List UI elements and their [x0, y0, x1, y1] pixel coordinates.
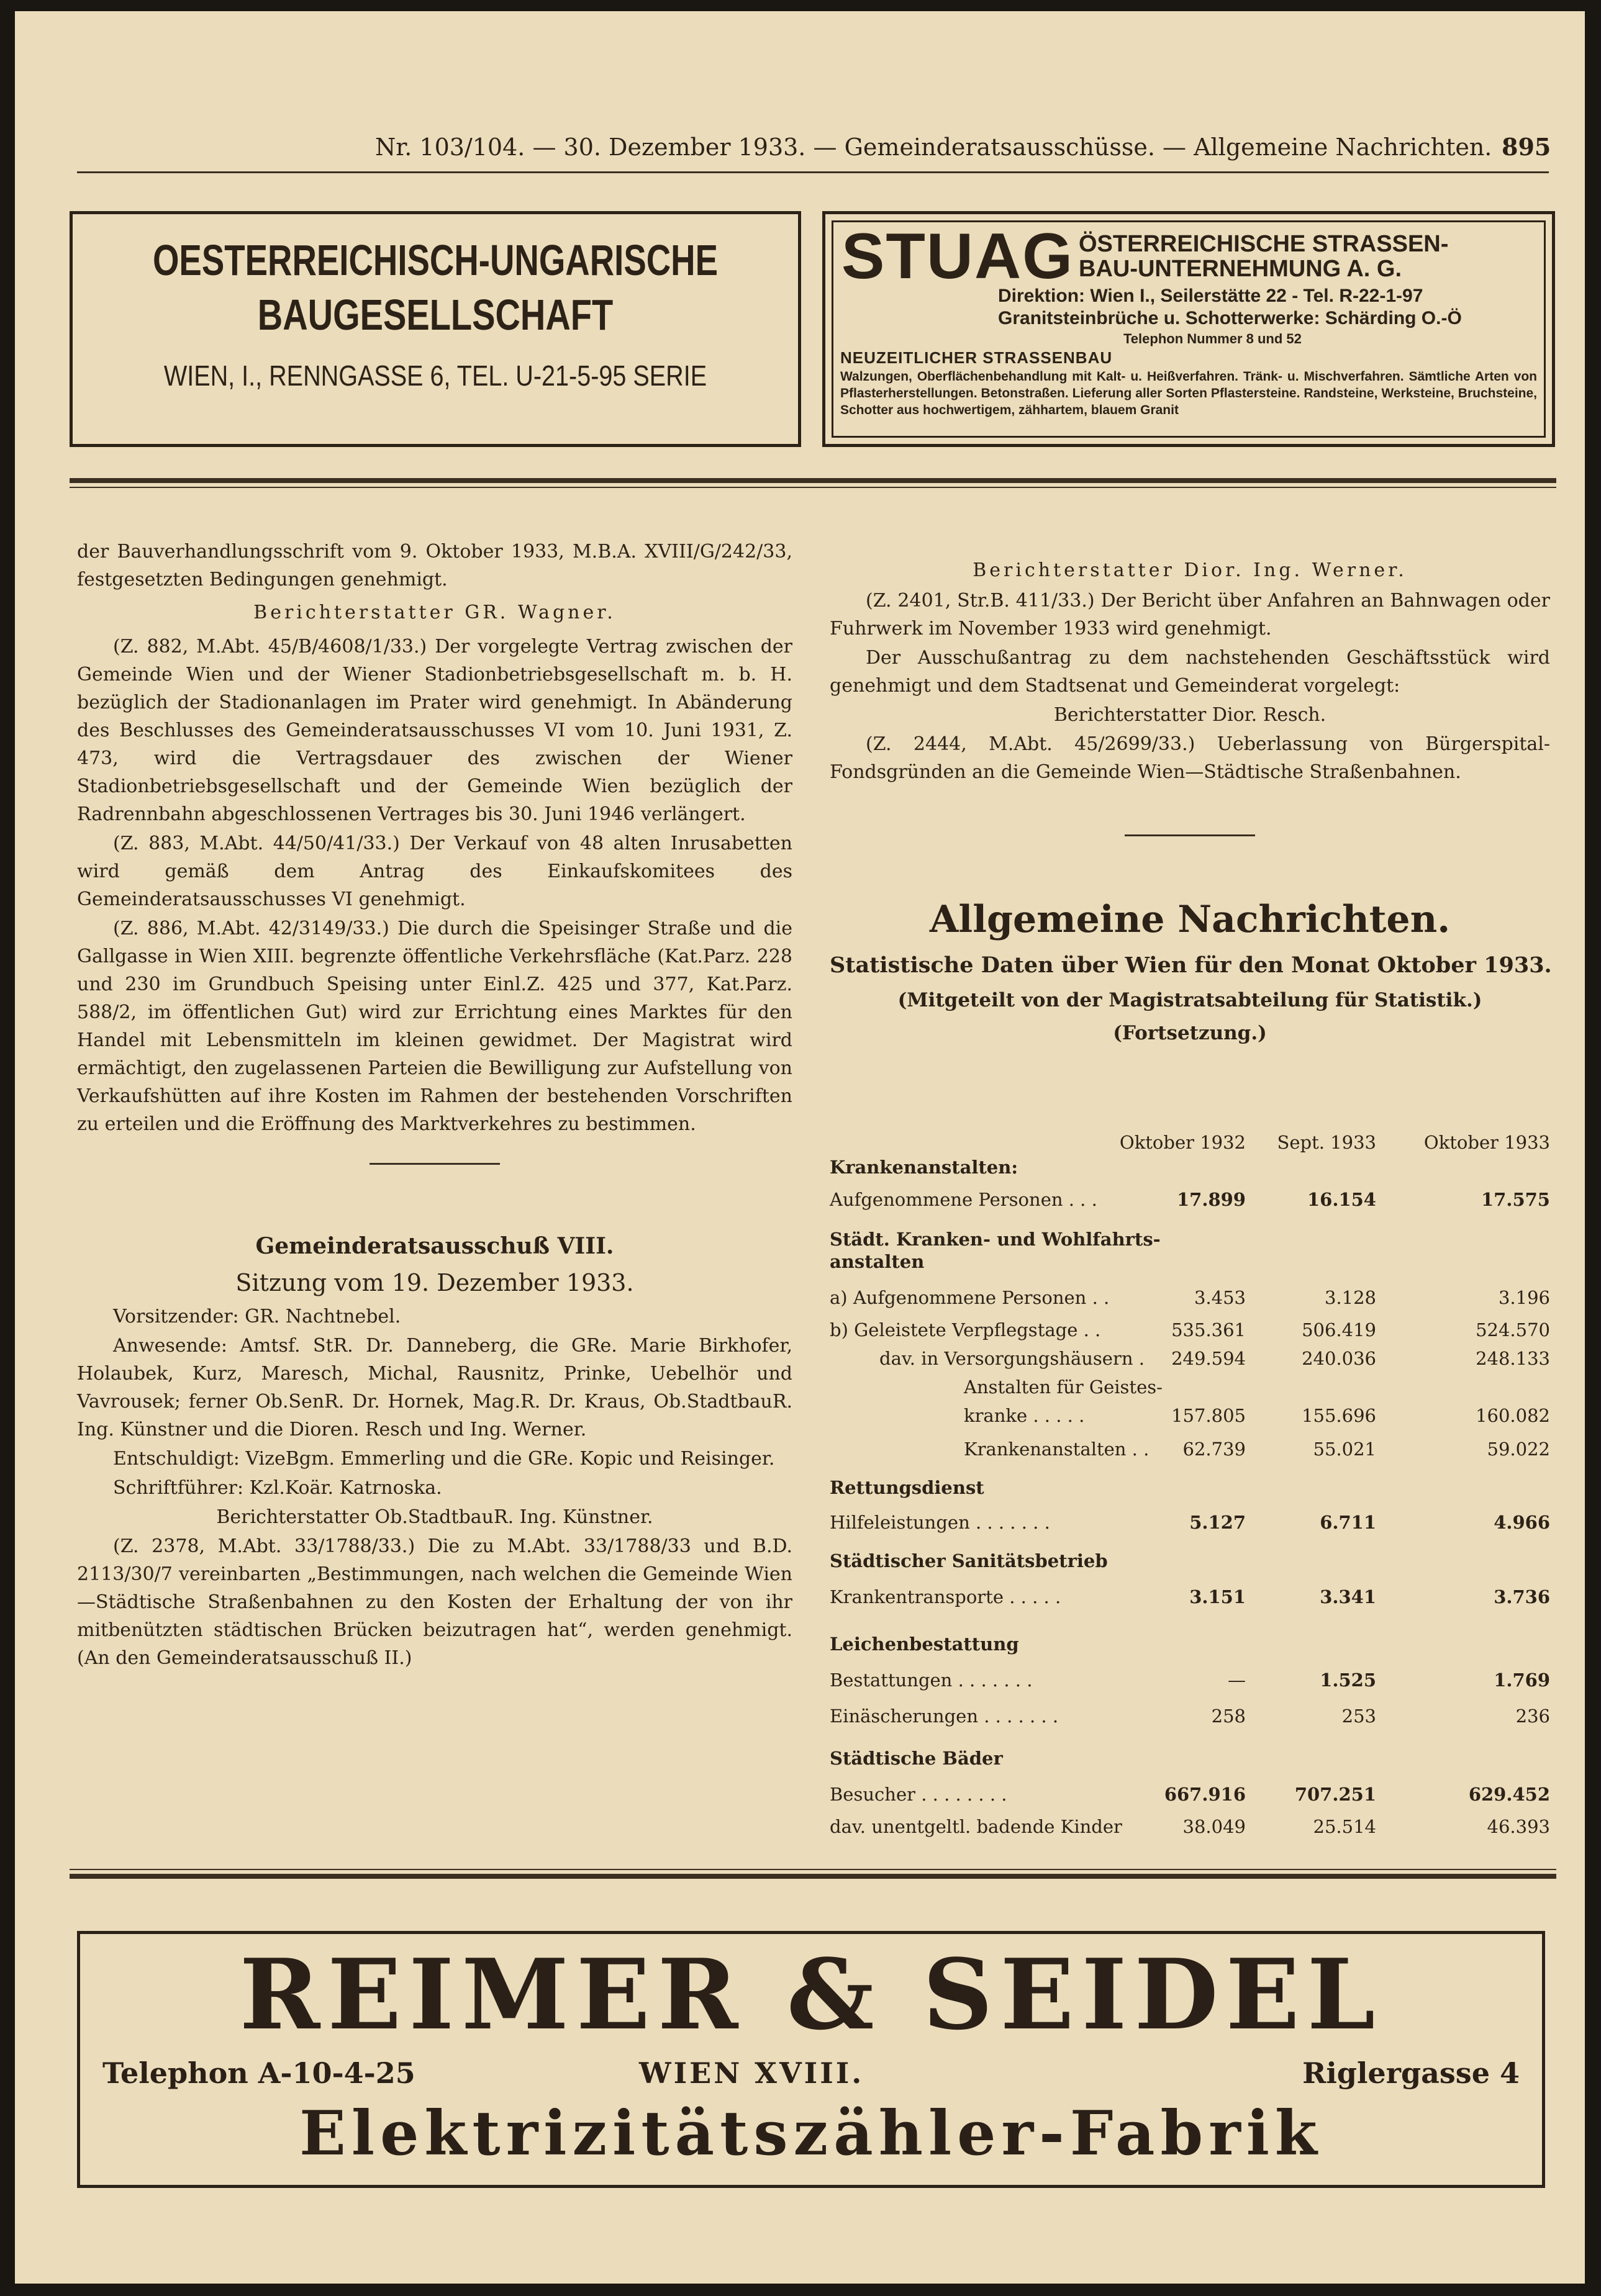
ad-reimer-product: Elektrizitätszähler-Fabrik: [299, 2098, 1323, 2169]
ads-rule-thin: [70, 487, 1556, 488]
bottom-rule-thick: [70, 1874, 1556, 1879]
table-row: dav. unentgeltl. badende Kinder 38.049 25.514 46.393: [830, 1816, 1550, 1837]
paragraph: (Z. 882, M.Abt. 45/B/4608/1/33.) Der vorgelegte Vertrag zwischen der Gemeinde Wien und der Wiener Stadionbetriebsgesellschaft m. b. H. bezüglich der Stadionanlagen im Prater wird genehmigt. In Abänderung des Beschlusses des Gemeinderatsausschusses VI vom 10. Juni 1931, Z. 473, wird die Vertragsdauer des zwischen der Wiener Stadionbetriebsgesellschaft und der Gemeinde Wien bezüglich der Radrennbahn abgeschlossenen Vertrages bis 30. Juni 1946 verlängert.: [77, 636, 792, 825]
session-heading: Sitzung vom 19. Dezember 1933.: [235, 1269, 634, 1296]
right-column: [830, 556, 1550, 1050]
col-sept-1933: Sept. 1933: [1277, 1132, 1376, 1153]
stuag-heading: NEUZEITLICHER STRASSENBAU: [840, 348, 1113, 367]
stats-section: Krankenanstalten:: [830, 1157, 1018, 1178]
issue-date: 30. Dezember 1933.: [563, 133, 806, 161]
table-row: dav. in Versorgungshäusern . 249.594 240.036 248.133: [879, 1348, 1550, 1369]
table-row: Hilfeleistungen . . . . . . . 5.127 6.711 4.966: [830, 1512, 1550, 1533]
stats-section: Städtische Bäder: [830, 1748, 1003, 1769]
section-divider: [370, 1163, 500, 1165]
table-row: Einäscherungen . . . . . . . 258 253 236: [830, 1706, 1550, 1727]
stuag-telephon: Telephon Nummer 8 und 52: [1123, 331, 1302, 346]
issue-number: Nr. 103/104.: [375, 133, 525, 161]
stats-section: Leichenbestattung: [830, 1634, 1019, 1655]
stats-table: [830, 1128, 1550, 1848]
stuag-name-line1: ÖSTERREICHISCHE STRASSEN-: [1079, 231, 1449, 257]
reporter: Berichterstatter Ob.StadtbauR. Ing. Künstner.: [216, 1506, 653, 1528]
stuag-services: Walzungen, Oberflächenbehandlung mit Kalt- u. Heißverfahren. Tränk- u. Mischverfahren. Sämtliche Arten von Pflasterherstellungen. Betonstraßen. Lieferung aller Sorten Pflastersteine. Randsteine, Werksteine, Bruchsteine, Schotter aus hochwertigem, zähhartem, blauem Granit: [840, 369, 1537, 417]
stats-source: (Mitgeteilt von der Magistratsabteilung für Statistik.): [897, 989, 1482, 1011]
table-row: Bestattungen . . . . . . . — 1.525 1.769: [830, 1670, 1550, 1691]
ad-reimer-name: REIMER & SEIDEL: [239, 1938, 1383, 2051]
table-row: b) Geleistete Verpflegstage . . 535.361 506.419 524.570: [830, 1319, 1550, 1340]
ad-reimer-city: WIEN XVIII.: [639, 2056, 864, 2090]
ad-reimer-street: Riglergasse 4: [1302, 2056, 1520, 2090]
bottom-rule-thin: [70, 1869, 1556, 1870]
table-row-label: Anstalten für Geistes-: [964, 1376, 1163, 1398]
secretary: Schriftführer: Kzl.Koär. Katrnoska.: [113, 1477, 442, 1499]
section-title: Allgemeine Nachrichten.: [929, 898, 1451, 941]
stuag-name-line2: BAU-UNTERNEHMUNG A. G.: [1079, 256, 1402, 282]
stats-section: Rettungsdienst: [830, 1477, 984, 1498]
col-oktober-1932: Oktober 1932: [1119, 1132, 1246, 1153]
ad-reimer-phone: Telephon A-10-4-25: [102, 2056, 415, 2090]
reporter: Berichterstatter Dior. Ing. Werner.: [973, 559, 1407, 581]
header-rule: [77, 171, 1549, 173]
ad-reimer-seidel: [77, 1931, 1545, 2188]
paragraph: (Z. 2378, M.Abt. 33/1788/33.) Die zu M.Abt. 33/1788/33 und B.D. 2113/30/7 vereinbarten „Bestimmungen, nach welchen die Gemeinde Wien—Städtische Straßenbahnen zu den Kosten der Erhaltung der von ihr mitbenützten städtischen Brücken beizutragen hat“, werden genehmigt. (An den Gemeinderatsausschuß II.): [77, 1535, 792, 1669]
table-row: Krankenanstalten . . 62.739 55.021 59.022: [964, 1439, 1550, 1460]
attendees: Anwesende: Amtsf. StR. Dr. Danneberg, die GRe. Marie Birkhofer, Holaubek, Kurz, Maresch, Michal, Rausnitz, Prinke, Uebelhör und Vavrousek; ferner Ob.SenR. Dr. Hornek, Mag.R. Dr. Kraus, Ob.StadtbauR. Ing. Künstner und die Dioren. Resch und Ing. Werner.: [77, 1335, 792, 1440]
stuag-direktion: Direktion: Wien I., Seilerstätte 22 - Tel. R-22-1-97: [998, 286, 1423, 306]
stuag-logo: STUAG: [841, 220, 1074, 292]
paragraph: (Z. 883, M.Abt. 44/50/41/33.) Der Verkauf von 48 alten Inrusabetten wird gemäß dem Antrag des Einkaufskomitees des Gemeinderatsausschusses VI genehmigt.: [77, 833, 792, 910]
paragraph: (Z. 2401, Str.B. 411/33.) Der Bericht über Anfahren an Bahnwagen oder Fuhrwerk im November 1933 wird genehmigt.: [830, 590, 1550, 640]
chair: Vorsitzender: GR. Nachtnebel.: [113, 1306, 401, 1327]
stats-section: Städt. Kranken- und Wohlfahrts-: [830, 1229, 1161, 1250]
stats-section: anstalten: [830, 1251, 925, 1272]
ad-address: WIEN, I., RENNGASSE 6, TEL. U-21-5-95 SERIE: [163, 359, 707, 392]
reporter: Berichterstatter Dior. Resch.: [1053, 704, 1327, 726]
ad-company-line1: OESTERREICHISCH-UNGARISCHE: [152, 236, 719, 284]
table-row: Krankentransporte . . . . . 3.151 3.341 3.736: [830, 1586, 1550, 1607]
table-row: Aufgenommene Personen . . . 17.899 16.154 17.575: [830, 1189, 1550, 1210]
table-row: Besucher . . . . . . . . 667.916 707.251 629.452: [830, 1784, 1550, 1805]
committee-heading: Gemeinderatsausschuß VIII.: [255, 1233, 614, 1259]
table-row: a) Aufgenommene Personen . . 3.453 3.128 3.196: [830, 1287, 1550, 1308]
excused: Entschuldigt: VizeBgm. Emmerling und die GRe. Kopic und Reisinger.: [113, 1448, 775, 1470]
running-header: Nr. 103/104. — 30. Dezember 1933. — Gemeinderatsausschüsse. — Allgemeine Nachrichten.: [375, 133, 1492, 161]
left-column: [77, 538, 792, 1673]
section-names: Gemeinderatsausschüsse. — Allgemeine Nachrichten.: [844, 133, 1492, 161]
ads-rule-thick: [70, 478, 1556, 483]
reporter: Berichterstatter GR. Wagner.: [253, 602, 616, 623]
newspaper-page: [15, 11, 1585, 2284]
ad-stuag: [822, 211, 1555, 447]
page-number: 895: [1502, 133, 1551, 161]
stuag-steinbrueche: Granitsteinbrüche u. Schotterwerke: Schärding O.-Ö: [998, 308, 1462, 328]
paragraph: Der Ausschußantrag zu dem nachstehenden Geschäftsstück wird genehmigt und dem Stadtsenat und Gemeinderat vorgelegt:: [830, 647, 1550, 697]
col-oktober-1933: Oktober 1933: [1423, 1132, 1550, 1153]
paragraph: (Z. 886, M.Abt. 42/3149/33.) Die durch die Speisinger Straße und die Gallgasse in Wien XIII. begrenzte öffentliche Verkehrsfläche (Kat.Parz. 228 und 230 im Grundbuch Speising unter Einl.Z. 425 und 377, Kat.Parz. 588/2, im öffentlichen Gut) wird zur Errichtung eines Marktes für den Handel mit Lebensmitteln im kleinen gewidmet. Der Magistrat wird ermächtigt, den zugelassenen Parteien die Bewilligung zur Aufstellung von Verkaufshütten auf ihre Kosten im Rahmen der bestehenden Vorschriften zu erteilen und die Eröffnung des Marktverkehres zu bestimmen.: [77, 918, 792, 1135]
table-row: kranke . . . . . 157.805 155.696 160.082: [964, 1405, 1550, 1426]
ad-company-line2: BAUGESELLSCHAFT: [257, 291, 614, 339]
paragraph: (Z. 2444, M.Abt. 45/2699/33.) Ueberlassung von Bürgerspital-Fondsgründen an die Gemeinde Wien—Städtische Straßenbahnen.: [830, 733, 1550, 783]
paragraph: der Bauverhandlungsschrift vom 9. Oktober 1933, M.B.A. XVIII/G/242/33, festgesetzten Bedingungen genehmigt.: [77, 541, 792, 590]
stats-section: Städtischer Sanitätsbetrieb: [830, 1550, 1108, 1571]
section-divider: [1125, 834, 1255, 836]
stats-subtitle: Statistische Daten über Wien für den Monat Oktober 1933.: [830, 952, 1552, 978]
ad-baugesellschaft: [70, 211, 801, 447]
stats-continuation: (Fortsetzung.): [1113, 1022, 1267, 1044]
